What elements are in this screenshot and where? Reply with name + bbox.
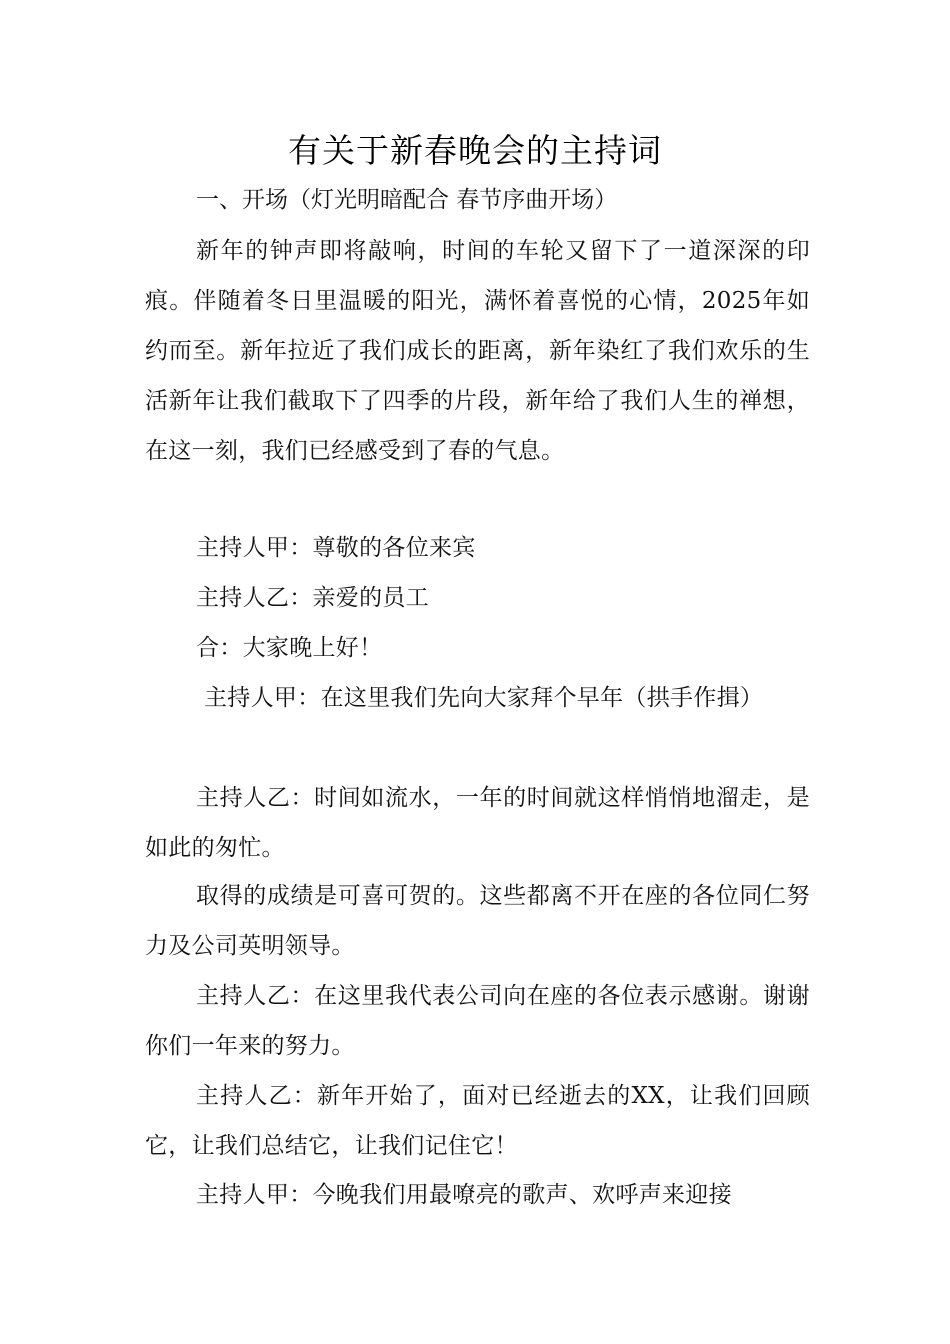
section-heading: 一、开场（灯光明暗配合 春节序曲开场） bbox=[196, 187, 618, 213]
paragraph-host-b-greeting: 主持人乙：亲爱的员工 bbox=[196, 585, 429, 611]
paragraph-host-b-review: 主持人乙：新年开始了，面对已经逝去的XX，让我们回顾它，让我们总结它，让我们记住它！ bbox=[145, 1083, 810, 1159]
paragraph-host-b-time: 主持人乙：时间如流水，一年的时间就这样悄悄地溜走，是如此的匆忙。 bbox=[145, 785, 810, 861]
paragraph-host-a-greeting: 主持人甲：尊敬的各位来宾 bbox=[196, 535, 476, 561]
paragraph-together-greeting: 合：大家晚上好！ bbox=[196, 635, 383, 661]
paragraph-achievements: 取得的成绩是可喜可贺的。这些都离不开在座的各位同仁努力及公司英明领导。 bbox=[145, 883, 810, 959]
paragraph-host-a-welcome: 主持人甲：今晚我们用最嘹亮的歌声、欢呼声来迎接 bbox=[196, 1182, 732, 1208]
paragraph-host-b-thanks: 主持人乙：在这里我代表公司向在座的各位表示感谢。谢谢你们一年来的努力。 bbox=[145, 983, 810, 1059]
paragraph-host-a-new-year: 主持人甲：在这里我们先向大家拜个早年（拱手作揖） bbox=[204, 685, 764, 711]
document-title: 有关于新春晚会的主持词 bbox=[288, 131, 662, 170]
paragraph-intro: 新年的钟声即将敲响，时间的车轮又留下了一道深深的印痕。伴随着冬日里温暖的阳光，满怀着喜悦的心情，2025年如约而至。新年拉近了我们成长的距离，新年染红了我们欢乐的生活新年让我们截取下了四季的片段，新年给了我们人生的禅想，在这一刻，我们已经感受到了春的气息。 bbox=[145, 238, 810, 464]
